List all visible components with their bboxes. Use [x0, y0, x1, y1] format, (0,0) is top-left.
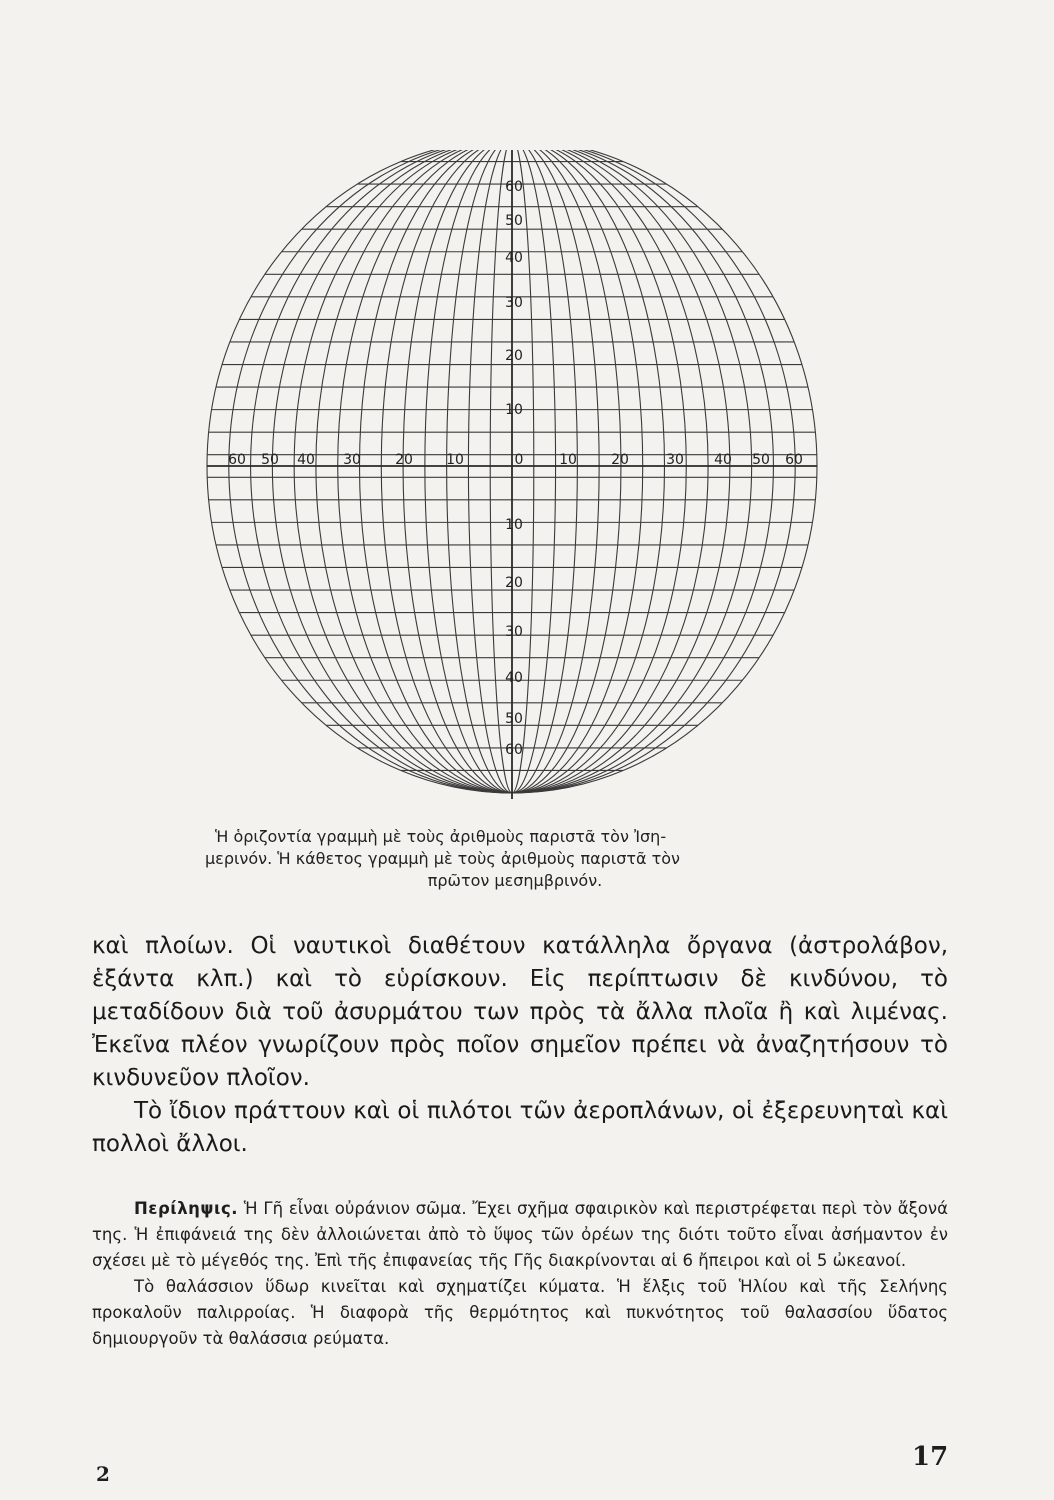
equator-label: 50: [752, 452, 770, 468]
meridian-label-south: 40: [505, 670, 523, 686]
meridian-label-south: 60: [505, 742, 523, 758]
equator-label: 0: [514, 452, 524, 468]
caption-line-1: Ἡ ὁριζοντία γραμμὴ μὲ τοὺς ἀριθμοὺς παριστᾶ τὸν Ἰση-: [215, 827, 667, 846]
meridian-label-north: 50: [505, 213, 523, 229]
meridian-label-north: 10: [505, 402, 523, 418]
globe-grid-figure: [190, 150, 830, 810]
meridian-label-north: 20: [505, 348, 523, 364]
caption-line-3: πρῶτον μεσημβρινόν.: [427, 871, 603, 890]
summary-label: Περίληψις.: [134, 1199, 238, 1218]
meridian-line: [512, 150, 752, 793]
equator-label: 10: [446, 452, 464, 468]
summary-paragraph-1: [92, 1196, 948, 1274]
meridian-line: [490, 150, 512, 793]
main-text: [92, 930, 948, 1161]
meridian-label-south: 30: [505, 624, 523, 640]
equator-label: 60: [785, 452, 803, 468]
equator-label: 20: [611, 452, 629, 468]
meridian-line: [512, 150, 708, 793]
equator-label: 20: [395, 452, 413, 468]
figure-caption: [205, 826, 825, 892]
meridian-label-north: 30: [505, 295, 523, 311]
equator-label: 40: [714, 452, 732, 468]
meridian-line: [512, 150, 534, 793]
meridian-line: [512, 150, 795, 793]
meridian-line: [316, 150, 512, 793]
globe-graticule: [207, 150, 817, 799]
main-paragraph-2: Τὸ ἴδιον πράττουν καὶ οἱ πιλότοι τῶν ἀεροπλάνων, οἱ ἐξερευνηταὶ καὶ πολλοὶ ἄλλοι.: [92, 1098, 948, 1157]
page-number-right: 17: [912, 1442, 949, 1472]
summary-text-1: Ἡ Γῆ εἶναι οὐράνιον σῶμα. Ἔχει σχῆμα σφαιρικὸν καὶ περιστρέφεται περὶ τὸν ἄξονά της. Ἡ ἐπιφάνειά της δὲν ἀλλοιώνεται ἀπὸ τὸ ὕψος τῶν ὀρέων της διότι τοῦτο εἶναι ἀσήμαντον ἐν σχέσει μὲ τὸ μέγεθός της. Ἐπὶ τῆς ἐπιφανείας τῆς Γῆς διακρίνονται αἱ 6 ἤπειροι καὶ οἱ 5 ὠκεανοί.: [92, 1199, 948, 1270]
equator-label: 30: [666, 452, 684, 468]
meridian-label-south: 50: [505, 711, 523, 727]
equator-label: 40: [297, 452, 315, 468]
equator-label: 50: [261, 452, 279, 468]
equator-label: 60: [228, 452, 246, 468]
meridian-label-south: 10: [505, 517, 523, 533]
meridian-label-south: 20: [505, 575, 523, 591]
equator-label: 10: [559, 452, 577, 468]
summary-paragraph-2: Τὸ θαλάσσιον ὕδωρ κινεῖται καὶ σχηματίζει κύματα. Ἡ ἕλξις τοῦ Ἡλίου καὶ τῆς Σελήνης προκαλοῦν παλιρροίας. Ἡ διαφορὰ τῆς θερμότητος καὶ πυκνότητος τοῦ θαλασσίου ὕδατος δημιουργοῦν τὰ θαλάσσια ρεύματα.: [92, 1277, 948, 1348]
page-number-left: 2: [96, 1462, 110, 1486]
globe-degree-labels: [228, 179, 803, 758]
meridian-line: [272, 150, 512, 793]
equator-label: 30: [343, 452, 361, 468]
main-paragraph-1: καὶ πλοίων. Οἱ ναυτικοὶ διαθέτουν κατάλληλα ὄργανα (ἀστρολάβον, ἑξάντα κλπ.) καὶ τὸ εὑρίσκουν. Εἰς περίπτωσιν δὲ κινδύνου, τὸ μεταδίδουν διὰ τοῦ ἀσυρμάτου των πρὸς τὰ ἄλλα πλοῖα ἢ καὶ λιμένας. Ἐκεῖνα πλέον γνωρίζουν πρὸς ποῖον σημεῖον πρέπει νὰ ἀναζητήσουν τὸ κινδυνεῦον πλοῖον.: [92, 933, 948, 1091]
meridian-line: [229, 150, 512, 793]
caption-line-2: μερινόν. Ἡ κάθετος γραμμὴ μὲ τοὺς ἀριθμοὺς παριστᾶ τὸν: [205, 849, 680, 868]
meridian-label-north: 40: [505, 250, 523, 266]
meridian-label-north: 60: [505, 179, 523, 195]
summary-section: [92, 1196, 948, 1352]
